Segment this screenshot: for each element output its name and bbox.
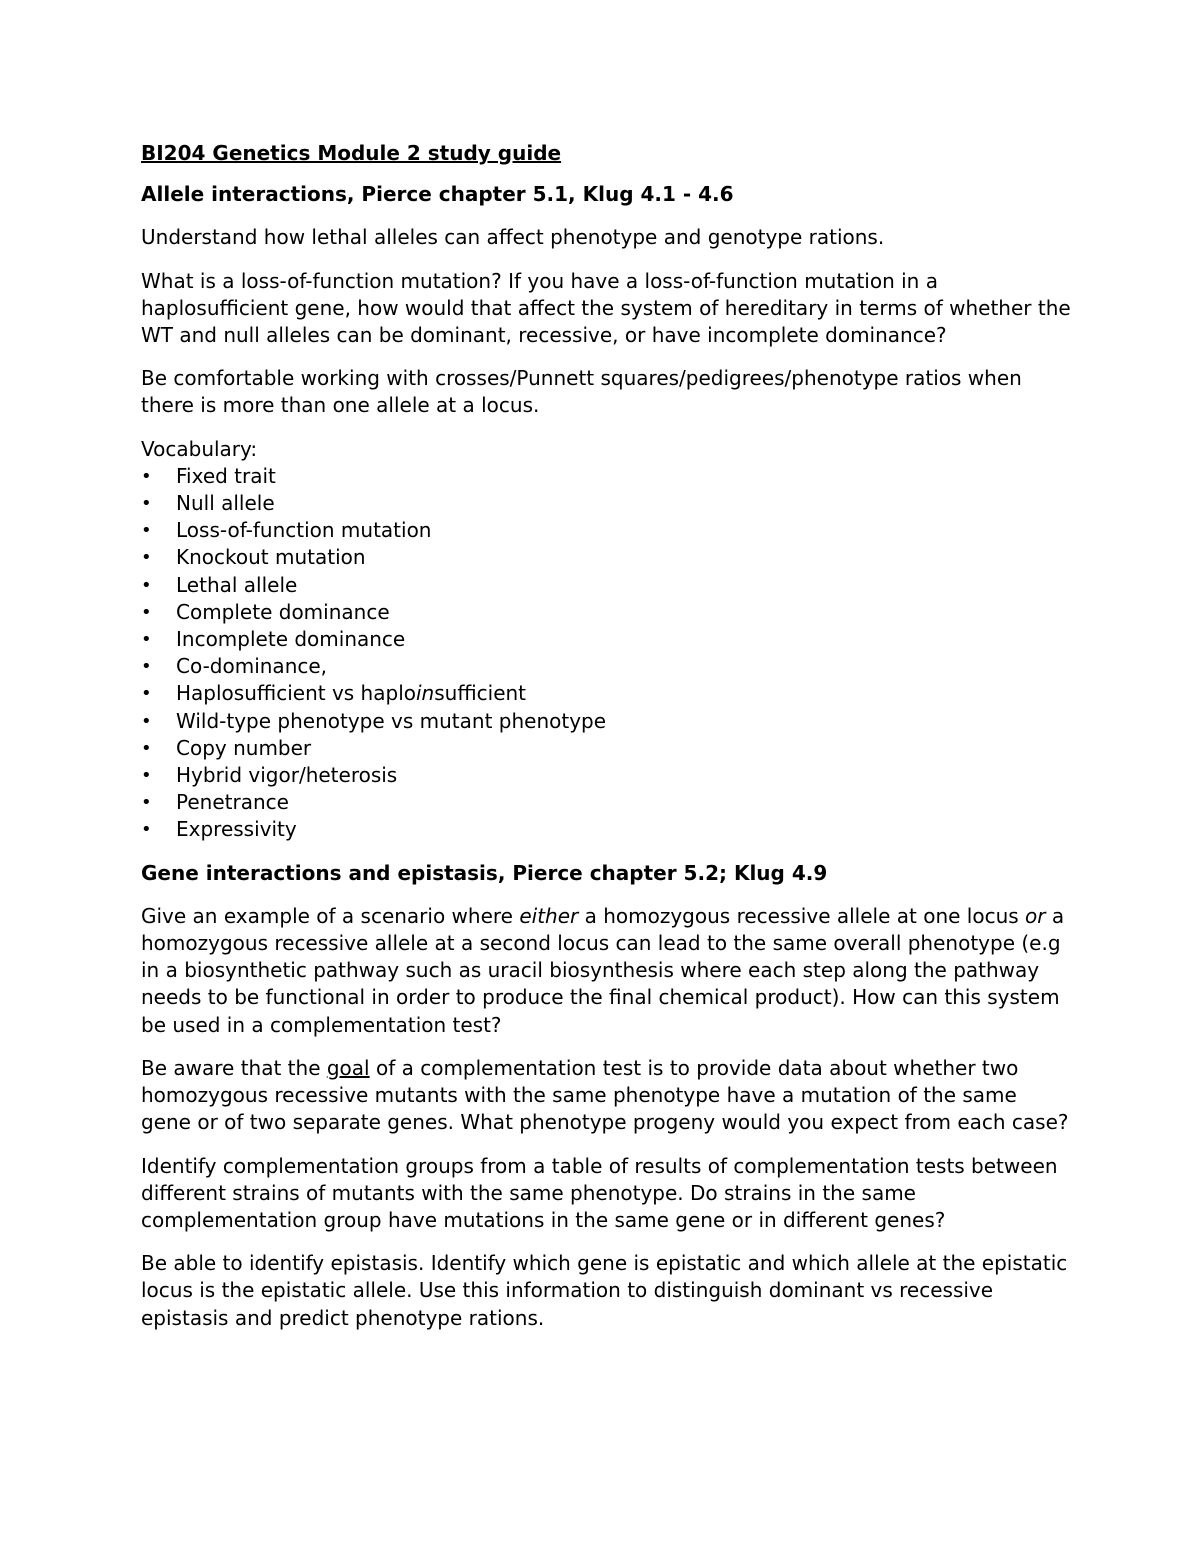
vocab-term: Co-dominance, (176, 654, 328, 679)
text-run: of a complementation test is to provide data about whether two homozygous recessive mutants with the same phenotype have a mutation of the same gene or of two separate genes. What phenotype progeny would you expect from each case? (141, 1055, 1069, 1135)
list-item (141, 490, 1071, 517)
bullet-icon: • (141, 574, 152, 596)
text-emphasis: or (1025, 903, 1046, 928)
vocabulary-label: Vocabulary: (141, 436, 258, 461)
list-item (141, 544, 1071, 571)
bullet-icon: • (141, 656, 152, 678)
section-heading-allele-interactions: Allele interactions, Pierce chapter 5.1, Klug 4.1 - 4.6 (141, 182, 734, 207)
vocab-term: Wild-type phenotype vs mutant phenotype (176, 708, 607, 733)
text-run: a homozygous recessive allele at a second locus can lead to the same overall phenotype (e.g in a biosynthetic pathway such as uracil biosynthesis where each step along the pathway needs to be functional in order to produce the final chemical product). How can this system be used in a complementation test? (141, 903, 1065, 1037)
vocab-term: Complete dominance (176, 599, 390, 624)
bullet-icon: • (141, 792, 152, 814)
bullet-icon: • (141, 601, 152, 623)
text-run: a homozygous recessive allele at one locus (578, 903, 1026, 928)
vocab-term: Fixed trait (176, 463, 276, 488)
bullet-icon: • (141, 737, 152, 759)
text-run: Give an example of a scenario where (141, 903, 520, 928)
paragraph-complementation-goal (141, 1055, 1071, 1137)
list-item (141, 735, 1071, 762)
vocab-term: Hybrid vigor/heterosis (176, 763, 398, 788)
vocab-term: Copy number (176, 735, 312, 760)
vocab-term-part: sufficient (434, 681, 527, 706)
vocab-term: Expressivity (176, 817, 297, 842)
paragraph-epistasis: Be able to identify epistasis. Identify which gene is epistatic and which allele at the epistatic locus is the epistatic allele. Use this information to distinguish dominant vs recessive epistasis and predict phenotype rations. (141, 1251, 1068, 1330)
bullet-icon: • (141, 520, 152, 542)
vocab-term: Penetrance (176, 790, 289, 815)
list-item (141, 626, 1071, 653)
vocab-term: Knockout mutation (176, 545, 366, 570)
paragraph-example-scenario (141, 903, 1071, 1039)
vocab-term-emphasis: in (415, 681, 435, 706)
section-heading-gene-interactions: Gene interactions and epistasis, Pierce chapter 5.2; Klug 4.9 (141, 860, 828, 885)
bullet-icon: • (141, 710, 152, 732)
document-title: BI204 Genetics Module 2 study guide (141, 141, 562, 165)
list-item (141, 599, 1071, 626)
bullet-icon: • (141, 819, 152, 841)
vocab-term: Null allele (176, 491, 275, 516)
bullet-icon: • (141, 465, 152, 487)
list-item (141, 816, 1071, 843)
bullet-icon: • (141, 547, 152, 569)
bullet-icon: • (141, 493, 152, 515)
paragraph-complementation-groups: Identify complementation groups from a table of results of complementation tests between different strains of mutants with the same phenotype. Do strains in the same complementation group have mutations in the same gene or in different genes? (141, 1153, 1058, 1232)
text-underlined: goal (326, 1055, 370, 1080)
vocabulary-list (141, 463, 1071, 844)
paragraph-loss-of-function: What is a loss-of-function mutation? If you have a loss-of-function mutation in a haplosufficient gene, how would that affect the system of hereditary in terms of whether the WT and null alleles can be dominant, recessive, or have incomplete dominance? (141, 268, 1071, 348)
list-item (141, 762, 1071, 789)
list-item (141, 572, 1071, 599)
text-run: Be aware that the (141, 1055, 327, 1080)
bullet-icon: • (141, 765, 152, 787)
document-page (141, 140, 1071, 1348)
list-item (141, 653, 1071, 680)
vocab-term: Incomplete dominance (176, 627, 406, 652)
list-item (141, 680, 1071, 707)
vocab-term-part: Haplosufficient vs haplo (176, 681, 416, 706)
paragraph-crosses: Be comfortable working with crosses/Punnett squares/pedigrees/phenotype ratios when there is more than one allele at a locus. (141, 366, 1022, 418)
list-item (141, 708, 1071, 735)
vocab-term: Loss-of-function mutation (176, 518, 432, 543)
list-item (141, 463, 1071, 490)
list-item (141, 789, 1071, 816)
list-item (141, 517, 1071, 544)
bullet-icon: • (141, 683, 152, 705)
vocab-term: Lethal allele (176, 572, 298, 597)
text-emphasis: either (519, 903, 579, 928)
paragraph-lethal-alleles: Understand how lethal alleles can affect phenotype and genotype rations. (141, 225, 885, 250)
bullet-icon: • (141, 629, 152, 651)
